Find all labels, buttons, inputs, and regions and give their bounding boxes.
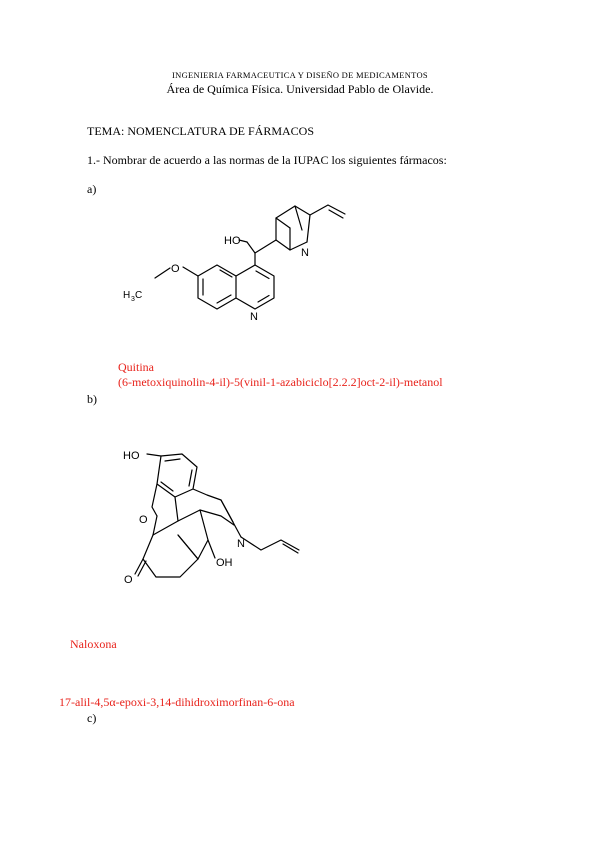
- methyl-subscript-label: 3: [131, 296, 135, 303]
- item-a-common-name: Quitina: [118, 360, 154, 374]
- hydroxyl-14-label: OH: [216, 557, 233, 569]
- nitrogen-label: N: [237, 538, 245, 550]
- course-title: INGENIERIA FARMACEUTICA Y DISEÑO DE MEDICAMENTOS: [172, 70, 428, 80]
- quinine-structure: [100, 190, 500, 350]
- hydroxyl-label: HO: [224, 235, 241, 247]
- oxygen-label: O: [171, 263, 180, 275]
- question-text: 1.- Nombrar de acuerdo a las normas de la IUPAC los siguientes fármacos:: [87, 153, 447, 167]
- topic-heading: TEMA: NOMENCLATURA DE FÁRMACOS: [87, 124, 315, 138]
- ring-nitrogen-label: N: [250, 311, 258, 323]
- item-b-iupac-name: 17-alil-4,5α-epoxi-3,14-dihidroximorfinan-6-ona: [59, 695, 295, 709]
- item-a-iupac-name: (6-metoxiquinolin-4-il)-5(vinil-1-azabiciclo[2.2.2]oct-2-il)-metanol: [118, 375, 443, 389]
- bridge-nitrogen-label: N: [301, 247, 309, 259]
- department-line: Área de Química Física. Universidad Pablo de Olavide.: [166, 82, 434, 96]
- hydroxyl-3-label: HO: [123, 450, 140, 462]
- item-b-common-name: Naloxona: [70, 637, 117, 651]
- ether-oxygen-label: O: [139, 514, 148, 526]
- item-a-label: a): [87, 182, 97, 196]
- methyl-c-label: C: [135, 290, 143, 301]
- item-c-label: c): [87, 711, 97, 725]
- methyl-h-label: H: [123, 290, 131, 301]
- item-b-label: b): [87, 392, 97, 406]
- naloxone-structure: [115, 440, 335, 600]
- ketone-oxygen-label: O: [124, 574, 133, 586]
